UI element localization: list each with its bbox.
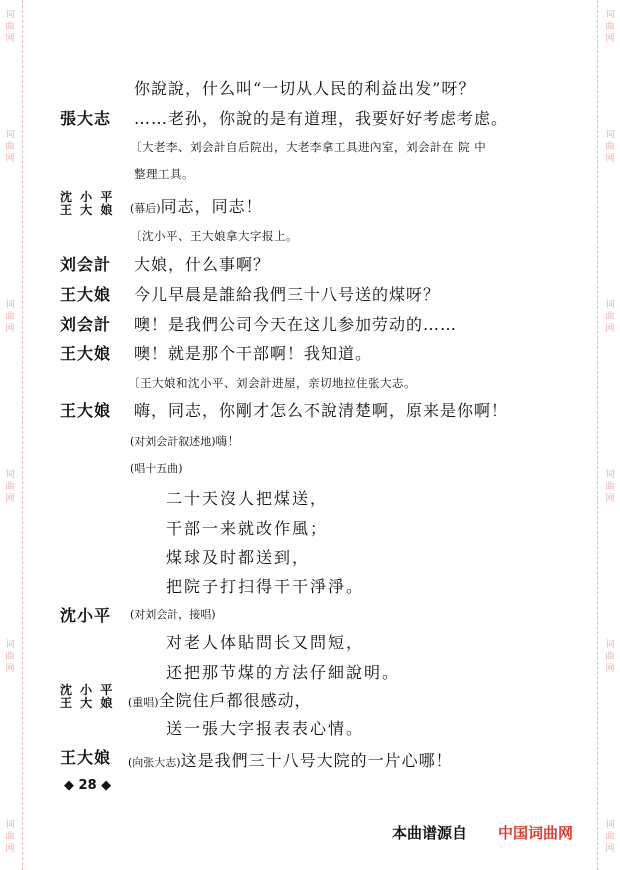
dialogue-line: [128, 748, 453, 771]
watermark-char: 词: [605, 10, 615, 20]
dialogue-text: 同志，同志！: [160, 197, 263, 216]
watermark-char: 网: [5, 154, 15, 164]
lyric-line: 把院子打扫得干干淨淨。: [166, 577, 365, 596]
speaker-name: 王大娘: [60, 285, 112, 304]
watermark-char: 网: [605, 154, 615, 164]
dialogue-line: [130, 194, 263, 217]
watermark-char: 词: [605, 470, 615, 480]
watermark-char: 网: [5, 34, 15, 44]
watermark-char: 网: [5, 494, 15, 504]
speaker-name: 王大娘: [60, 748, 112, 767]
speaker-name: 沈 小 平: [60, 190, 115, 204]
lyric-line: 对老人体貼問长又問短，: [166, 633, 365, 652]
watermark-char: 曲: [605, 832, 615, 842]
dialogue-text: ……老孙，你說的是有道理，我要好好考虑考虑。: [134, 109, 509, 128]
speaker-name: 王大娘: [60, 344, 112, 363]
watermark-char: 词: [605, 300, 615, 310]
watermark-char: 曲: [5, 22, 15, 32]
stage-direction: 〔王大娘和沈小平、刘会計进屋，亲切地拉住张大志。: [128, 376, 416, 390]
watermark-char: 词: [5, 10, 15, 20]
dialogue-text: 嗨，同志，你剛才怎么不說清楚啊，原来是你啊！: [134, 401, 509, 420]
speaker-pair: [60, 684, 114, 710]
speaker-name: 刘会計: [60, 255, 112, 274]
watermark-char: 曲: [5, 482, 15, 492]
performance-note: (对刘会計叙述地): [130, 435, 216, 448]
dialogue-text: 今儿早晨是誰給我們三十八号送的煤呀？: [134, 285, 441, 304]
speaker-pair: [60, 191, 114, 217]
speaker-name: 張大志: [60, 109, 112, 128]
watermark-char: 网: [605, 494, 615, 504]
performance-note: (向张大志): [128, 756, 181, 769]
performance-note: (唱十五曲): [130, 462, 183, 475]
dialogue-text: 大娘，什么事啊？: [134, 255, 271, 274]
dialogue-line: [128, 688, 312, 711]
watermark-char: 词: [5, 470, 15, 480]
bullet-icon: ◆: [64, 778, 79, 793]
watermark-char: 网: [605, 34, 615, 44]
watermark-char: 网: [605, 664, 615, 674]
dialogue-text: 噢！是我們公司今天在这儿参加劳动的……: [134, 315, 458, 334]
lyric-line: 还把那节煤的方法仔細說明。: [166, 663, 401, 682]
watermark-char: 词: [5, 130, 15, 140]
watermark-char: 词: [605, 820, 615, 830]
right-border-watermark: [597, 0, 620, 870]
footer-source-label: 本曲谱源自: [392, 824, 468, 842]
performance-note: (幕后): [130, 202, 161, 215]
dialogue-text: 噢！就是那个干部啊！我知道。: [134, 344, 373, 363]
dialogue-line: [130, 430, 240, 449]
speaker-name: 沈小平: [60, 606, 112, 625]
speaker-name: 王 大 娘: [60, 203, 115, 217]
watermark-char: 曲: [605, 312, 615, 322]
watermark-char: 曲: [5, 142, 15, 152]
lyric-line: 煤球及时都送到，: [166, 548, 311, 567]
stage-direction: 〔大老李、刘会計自后院出，大老李拿工具进內室，刘会計在 院 中: [130, 140, 487, 154]
speaker-name: 王大娘: [60, 401, 112, 420]
dialogue-text: 你說說，什么叫“一切从人民的利益出发”呀？: [134, 79, 476, 98]
watermark-char: 曲: [605, 482, 615, 492]
performance-note: (重唱): [128, 696, 159, 709]
lyric-line: 干部一来就改作風；: [166, 519, 329, 538]
speaker-name: 刘会計: [60, 315, 112, 334]
watermark-char: 曲: [605, 22, 615, 32]
watermark-char: 曲: [5, 312, 15, 322]
dialogue-text: 嗨！: [215, 434, 240, 448]
watermark-char: 曲: [5, 832, 15, 842]
watermark-char: 网: [5, 844, 15, 854]
left-border-watermark: [0, 0, 23, 870]
bullet-icon: ◆: [96, 778, 112, 793]
watermark-char: 网: [5, 664, 15, 674]
dialogue-text: 这是我們三十八号大院的一片心哪！: [180, 751, 453, 770]
watermark-char: 曲: [5, 652, 15, 662]
performance-note: (对刘会計，接唱): [130, 608, 216, 621]
watermark-char: 曲: [605, 142, 615, 152]
lyric-line: 二十天沒人把煤送，: [166, 489, 329, 508]
watermark-char: 网: [5, 324, 15, 334]
watermark-char: 词: [5, 640, 15, 650]
watermark-char: 曲: [605, 652, 615, 662]
page-number: [64, 778, 111, 793]
stage-direction: 〔沈小平、王大娘拿大字报上。: [130, 229, 298, 243]
watermark-char: 词: [605, 640, 615, 650]
dialogue-text: 全院住戶都很感动，: [158, 691, 312, 710]
speaker-name: 王 大 娘: [60, 696, 115, 710]
page-number-value: 28: [78, 778, 97, 793]
watermark-char: 词: [605, 130, 615, 140]
speaker-name: 沈 小 平: [60, 683, 115, 697]
watermark-char: 词: [5, 300, 15, 310]
stage-direction: 整理工具。: [134, 167, 194, 181]
watermark-char: 网: [605, 844, 615, 854]
watermark-char: 词: [5, 820, 15, 830]
watermark-char: 网: [605, 324, 615, 334]
lyric-line: 送一張大字报表表心情。: [166, 719, 365, 738]
footer-site-link[interactable]: 中国词曲网: [498, 824, 574, 842]
